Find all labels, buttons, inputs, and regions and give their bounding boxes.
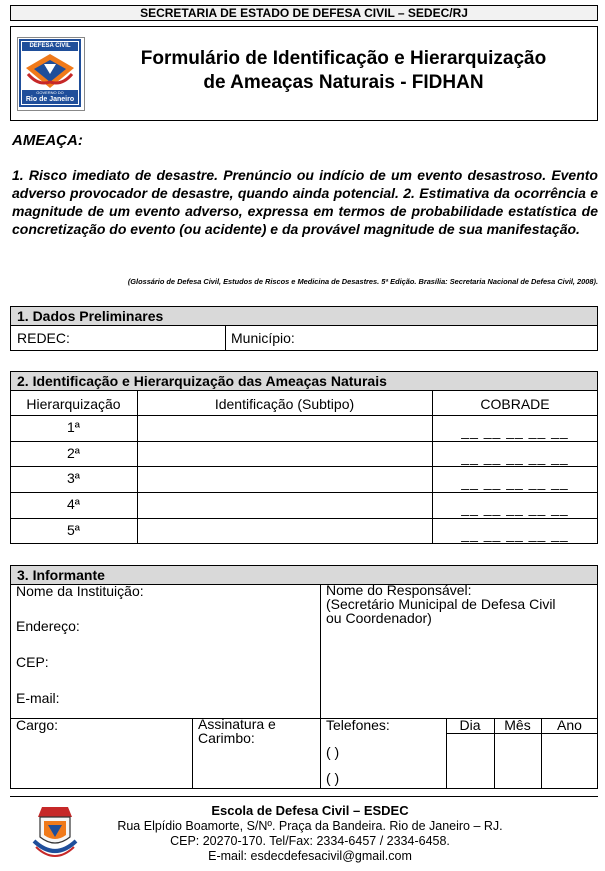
footer-address: Rua Elpídio Boamorte, S/Nº. Praça da Bandeira. Rio de Janeiro – RJ. — [117, 819, 503, 833]
cobrade-field-1[interactable]: __ __ __ __ __ — [461, 423, 569, 439]
col-cobrade: COBRADE — [480, 396, 550, 412]
logo-bottom-text: Rio de Janeiro — [25, 96, 75, 103]
responsible-field[interactable] — [326, 583, 556, 625]
identificacao-cell-3[interactable] — [138, 467, 431, 491]
cargo-field[interactable]: Cargo: — [16, 717, 59, 733]
section1-table — [10, 325, 598, 351]
address-field[interactable]: Endereço: — [16, 618, 80, 634]
identificacao-cell-5[interactable] — [138, 519, 431, 543]
responsible-note-2: ou Coordenador) — [326, 610, 432, 626]
footer-school: Escola de Defesa Civil – ESDEC — [211, 803, 409, 818]
footer-email[interactable]: E-mail: esdecdefesacivil@gmail.com — [208, 849, 412, 863]
definition-source: (Glossário de Defesa Civil, Estudos de Riscos e Medicina de Desastres. 5ª Edição. Brasília: Secretaria Nacional de Defesa Civil, 2008). — [127, 277, 598, 286]
responsible-note-1: (Secretário Municipal de Defesa Civil — [326, 596, 556, 612]
esdec-logo — [30, 803, 80, 863]
phone-field-2[interactable]: ( ) — [326, 770, 340, 786]
col-hierarquizacao: Hierarquização — [26, 396, 121, 412]
institution-field[interactable]: Nome da Instituição: — [16, 583, 144, 599]
footer-phones: CEP: 20270-170. Tel/Fax: 2334-6457 / 2334-6458. — [170, 834, 450, 848]
rank-1: 1ª — [67, 419, 80, 435]
cobrade-field-2[interactable]: __ __ __ __ __ — [461, 449, 569, 465]
logo-top-text: DEFESA CIVIL — [29, 43, 71, 49]
rank-3: 3ª — [67, 470, 80, 486]
responsible-label: Nome do Responsável: — [326, 582, 472, 598]
section2-divider-2 — [432, 390, 433, 544]
rank-4: 4ª — [67, 496, 80, 512]
section2-header: 2. Identificação e Hierarquização das Ameaças Naturais — [10, 371, 598, 391]
email-field[interactable]: E-mail: — [16, 690, 60, 706]
identificacao-cell-4[interactable] — [138, 493, 431, 517]
cobrade-field-3[interactable]: __ __ __ __ __ — [461, 474, 569, 490]
form-title — [91, 47, 596, 95]
col-identificacao: Identificação (Subtipo) — [214, 396, 355, 412]
municipio-field[interactable]: Município: — [231, 330, 295, 346]
threat-definition: 1. Risco imediato de desastre. Prenúncio ou indício de um evento desastroso. Evento adverso provocador de desastre, quando ainda potencial. 2. Estimativa da ocorrência e magnitude de um evento adverso, expressa em termos de probabilidade estatística de concretização do evento (ou acidente) e da provável magnitude de sua manifestação. — [12, 167, 598, 237]
section3-divider-cargo — [192, 718, 193, 789]
form-header — [10, 26, 598, 121]
section3-header: 3. Informante — [10, 565, 598, 585]
year-label: Ano — [557, 717, 582, 733]
threat-heading: AMEAÇA: — [12, 132, 83, 149]
cobrade-field-5[interactable]: __ __ __ __ __ — [461, 526, 569, 542]
rank-2: 2ª — [67, 445, 80, 461]
top-bar: SECRETARIA DE ESTADO DE DEFESA CIVIL – SEDEC/RJ — [10, 5, 598, 21]
logo-small-text: GOVERNO DO — [36, 90, 64, 95]
cep-field[interactable]: CEP: — [16, 654, 49, 670]
signature-field[interactable] — [198, 717, 276, 745]
rank-5: 5ª — [67, 522, 80, 538]
section1-divider — [225, 325, 226, 351]
footer-divider — [10, 796, 598, 797]
signature-label-1: Assinatura e — [198, 716, 276, 732]
form-title-line1: Formulário de Identificação e Hierarquização — [140, 48, 547, 69]
form-title-line2: de Ameaças Naturais - FIDHAN — [203, 72, 484, 93]
identificacao-cell-1[interactable] — [138, 416, 431, 440]
signature-label-2: Carimbo: — [198, 730, 255, 746]
section3-divider-main — [320, 584, 321, 789]
phones-label: Telefones: — [326, 717, 390, 733]
day-label: Dia — [459, 717, 481, 733]
section3-date-header-line — [446, 733, 598, 734]
phone-field-1[interactable]: ( ) — [326, 744, 340, 760]
redec-field[interactable]: REDEC: — [17, 330, 70, 346]
defesa-civil-logo — [17, 37, 85, 111]
identificacao-cell-2[interactable] — [138, 442, 431, 466]
month-label: Mês — [504, 717, 531, 733]
section1-header: 1. Dados Preliminares — [10, 306, 598, 326]
cobrade-field-4[interactable]: __ __ __ __ __ — [461, 500, 569, 516]
